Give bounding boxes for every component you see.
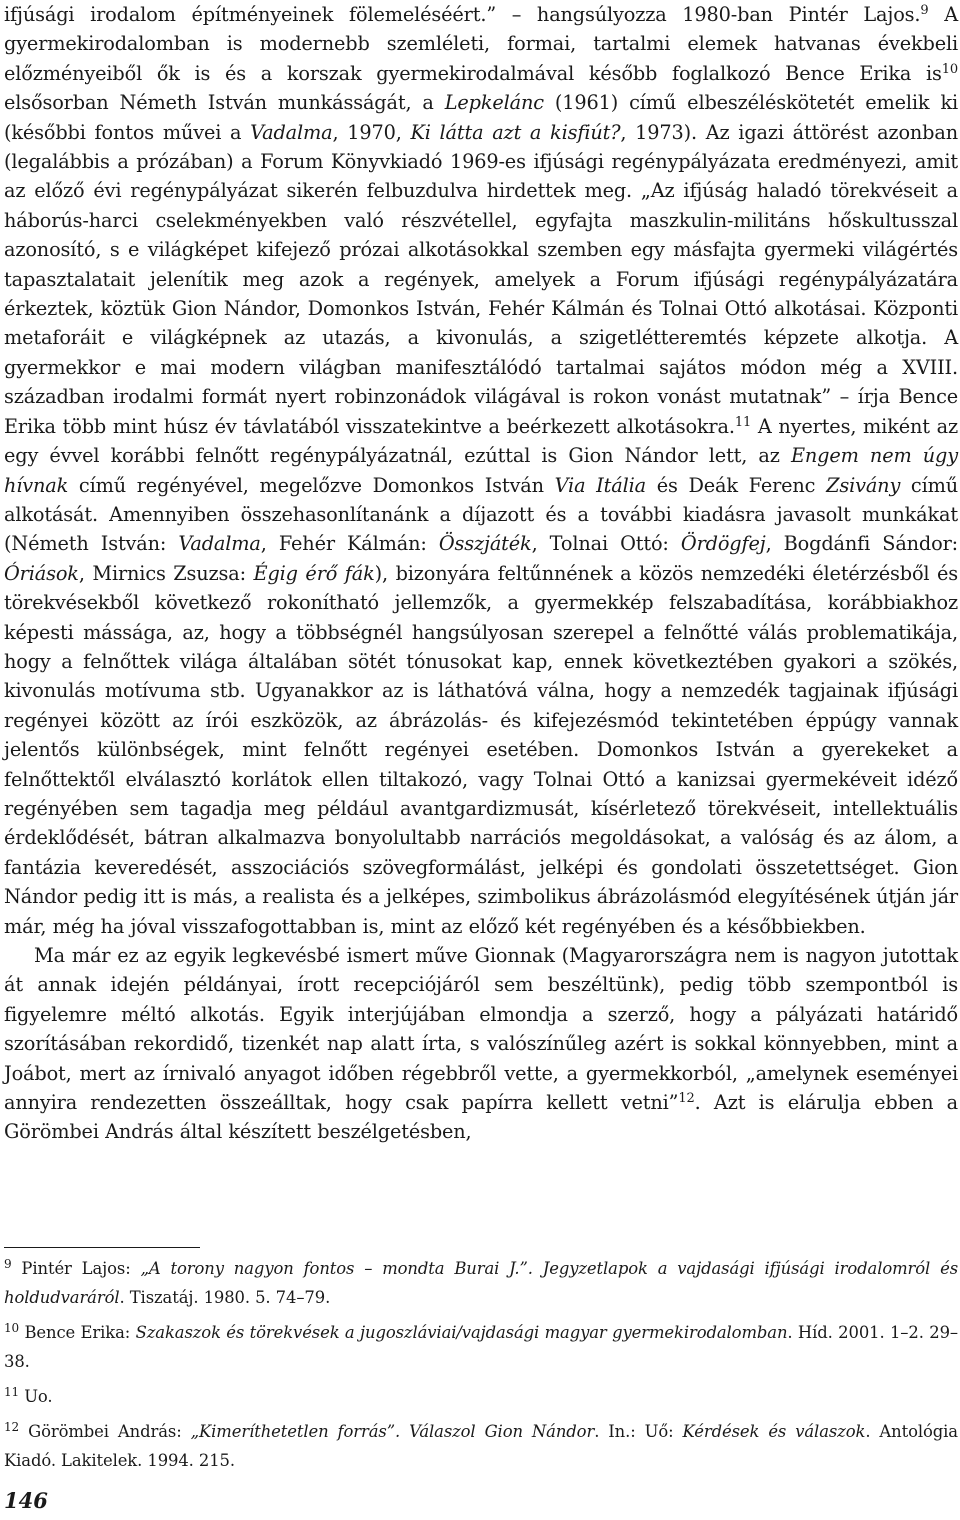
footnote-text: Pintér Lajos: [11,1259,141,1278]
footnote-title: „Kimeríthetetlen forrás”. Válaszol Gion Nándor [190,1422,595,1441]
footnote-10 [4,1318,958,1376]
text-run: (1961) című elbeszéléskötetét emelik ki (későbbi fontos művei a [4,91,958,144]
paragraph-1 [4,0,958,941]
text-run: , Mirnics Zsuzsa: [78,561,254,585]
footnote-number: 11 [4,1385,20,1399]
footnote-text: Uo. [19,1387,53,1406]
footnote-ref-9[interactable]: 9 [920,3,929,18]
paragraph-2 [4,941,958,1147]
footnote-text: . Antológia Kiadó. Lakitelek. 1994. 215. [4,1422,958,1470]
footnote-12 [4,1417,958,1475]
book-title: Engem nem úgy hívnak [4,444,958,497]
text-run: , 1970, [332,120,411,144]
footnote-ref-12[interactable]: 12 [678,1091,695,1107]
book-title: Vadalma [250,120,333,144]
footnotes [4,1254,958,1481]
text-run: elsősorban Németh István munkásságát, a [4,91,445,115]
footnote-ref-11[interactable]: 11 [734,414,752,430]
book-title: Összjáték [438,532,532,556]
text-run: Ma már ez az egyik legkevésbé ismert műve Gionnak (Magyarországra nem is nagyon jutottak át annak idején példányai, írott recepciójáról sem beszéltünk), pedig több szempontból is figyelemre méltó alkotás. Egyik interjújában elmondja a szerző, hogy a pályázati határidő szorításában rekordidő, tizenkét nap alatt írta, s valószínűleg azért is sokkal könnyebben, mint a Joábot, mert az írnivaló anyagot időben régebbről vette, a gyermekkorból, „amelynek eseményei annyira rendezetten összeálltak, hogy csak papírra kellett vetni” [4,944,958,1115]
main-text [4,0,958,1147]
book-title: Vadalma [178,532,261,556]
page-number: 146 [4,1488,48,1513]
footnote-text: Bence Erika: [19,1323,136,1342]
footnote-9 [4,1254,958,1312]
text-run: és Deák Ferenc [645,473,827,497]
text-run: ifjúsági irodalom építményeinek fölemeléséért.” – hangsúlyozza 1980-ban Pintér Lajos. [4,3,921,26]
footnote-divider [4,1247,200,1248]
text-run: , 1973). Az igazi áttörést azonban (legalábbis a prózában) a Forum Könyvkiadó 1969-es ifjúsági regénypályázata eredményezi, amit az előző évi regénypályázat sikerén felbuzdulva hirdettek meg. „Az ifjúság haladó törekvéseit a háborús-harci cselekményekben való részvétellel, egyfajta maszkulin-militáns hőskultusszal azonosító, s e világképet kifejező prózai alkotásokkal szemben egy másfajta gyermeki világértés tapasztalatait jelenítik meg azok a regények, amelyek a Forum ifjúsági regénypályázatára érkeztek, köztük Gion Nándor, Domonkos István, Fehér Kálmán és Tolnai Ottó alkotásai. Központi metaforáit e világképnek az utazás, a kivonulás, a szigetlétteremtés képzete alkotja. A gyermekkor e mai modern világban manifesztálódó tartalmai sajátos módon még a XVIII. században irodalmi formát nyert robinzonádok világával is rokon vonást mutatnak” – írja Bence Erika több mint húsz év távlatából visszatekintve a beérkezett alkotásokra. [4,120,958,438]
footnote-title: Szakaszok és törekvések a jugoszláviai/vajdasági magyar gyermekirodalomban [135,1323,788,1342]
text-run: című regényével, megelőzve Domonkos István [68,473,555,497]
footnote-number: 12 [4,1420,20,1434]
text-run: , Fehér Kálmán: [260,532,439,556]
text-run: ), bizonyára feltűnnének a közös nemzedéki életérzésből és törekvésekből következő rokonítható jellemzők, a gyermekkép felszabadítása, korábbiakhoz képesti mássága, az, hogy a többségnél hangsúlyosan szerepel a felnőtté válás problematikája, hogy a felnőttek világa általában sötét tónusokat kap, ennek következtében gyakori a szökés, kivonulás motívuma stb. Ugyanakkor az is láthatóvá válna, hogy a nemzedék tagjainak ifjúsági regényei között az írói eszközök, az ábrázolás- és kifejezésmód tekintetében éppúgy vannak jelentős különbségek, mint felnőtt regényei esetében. Domonkos István a gyerekeket a felnőttektől elválasztó korlátok ellen tiltakozó, vagy Tolnai Ottó a kanizsai gyermekéveit idéző regényében sem tagadja meg például avantgardizmusát, kísérletező törekvéseit, intellektuális érdeklődését, bátran alkalmazva bonyolultabb narrációs megoldásokat, a valóság és az álom, a fantázia keveredését, asszociációs szövegformálást, jelképi és gondolati összetettséget. Gion Nándor pedig itt is más, a realista és a jelképes, szimbolikus ábrázolásmód elegyítésének útján jár már, még ha jóval visszafogottabban is, mint az előző két regényében és a későbbiekben. [4,561,958,938]
footnote-number: 9 [4,1257,12,1271]
book-title: Ördögfej [680,532,766,556]
page-body [4,0,958,1147]
book-title: Óriások [4,561,79,585]
book-title: Égig érő fák [253,561,375,585]
text-run: A gyermekirodalomban is modernebb szemléleti, formai, tartalmi elemek hatvanas évekbeli előzményeiből ők is és a korszak gyermekirodalmával később foglalkozó Bence Erika is [4,3,958,85]
footnote-number: 10 [4,1321,20,1335]
footnote-text: . In.: Uő: [594,1422,683,1441]
text-run: című alkotását. Amennyiben összehasonlítanánk a díjazott és a további kiadásra javasolt munkákat (Németh István: [4,473,958,556]
footnote-11 [4,1382,958,1411]
footnote-text: Görömbei András: [19,1422,191,1441]
book-title: Via Itália [554,473,646,497]
text-run: A nyertes, miként az egy évvel korábbi felnőtt regénypályázatnál, ezúttal is Gion Nándor lett, az [4,414,958,468]
footnote-title: Kérdések és válaszok [682,1422,866,1441]
book-title: Lepkelánc [444,91,544,115]
book-title: Zsivány [826,473,901,497]
book-title: Ki látta azt a kisfiút? [410,120,621,144]
footnote-ref-10[interactable]: 10 [941,61,958,77]
text-run: , Tolnai Ottó: [531,532,681,556]
text-run: , Bogdánfi Sándor: [765,532,958,556]
footnote-text: . Híd. 2001. 1–2. 29–38. [4,1323,958,1371]
text-run: . Azt is elárulja ebben a Görömbei András által készített beszélgetésben, [4,1091,959,1144]
footnote-title: „A torony nagyon fontos – mondta Burai J.”. Jegyzetlapok a vajdasági ifjúsági irodalomról és holdudvaráról [4,1259,959,1307]
footnote-text: . Tiszatáj. 1980. 5. 74–79. [119,1288,331,1307]
